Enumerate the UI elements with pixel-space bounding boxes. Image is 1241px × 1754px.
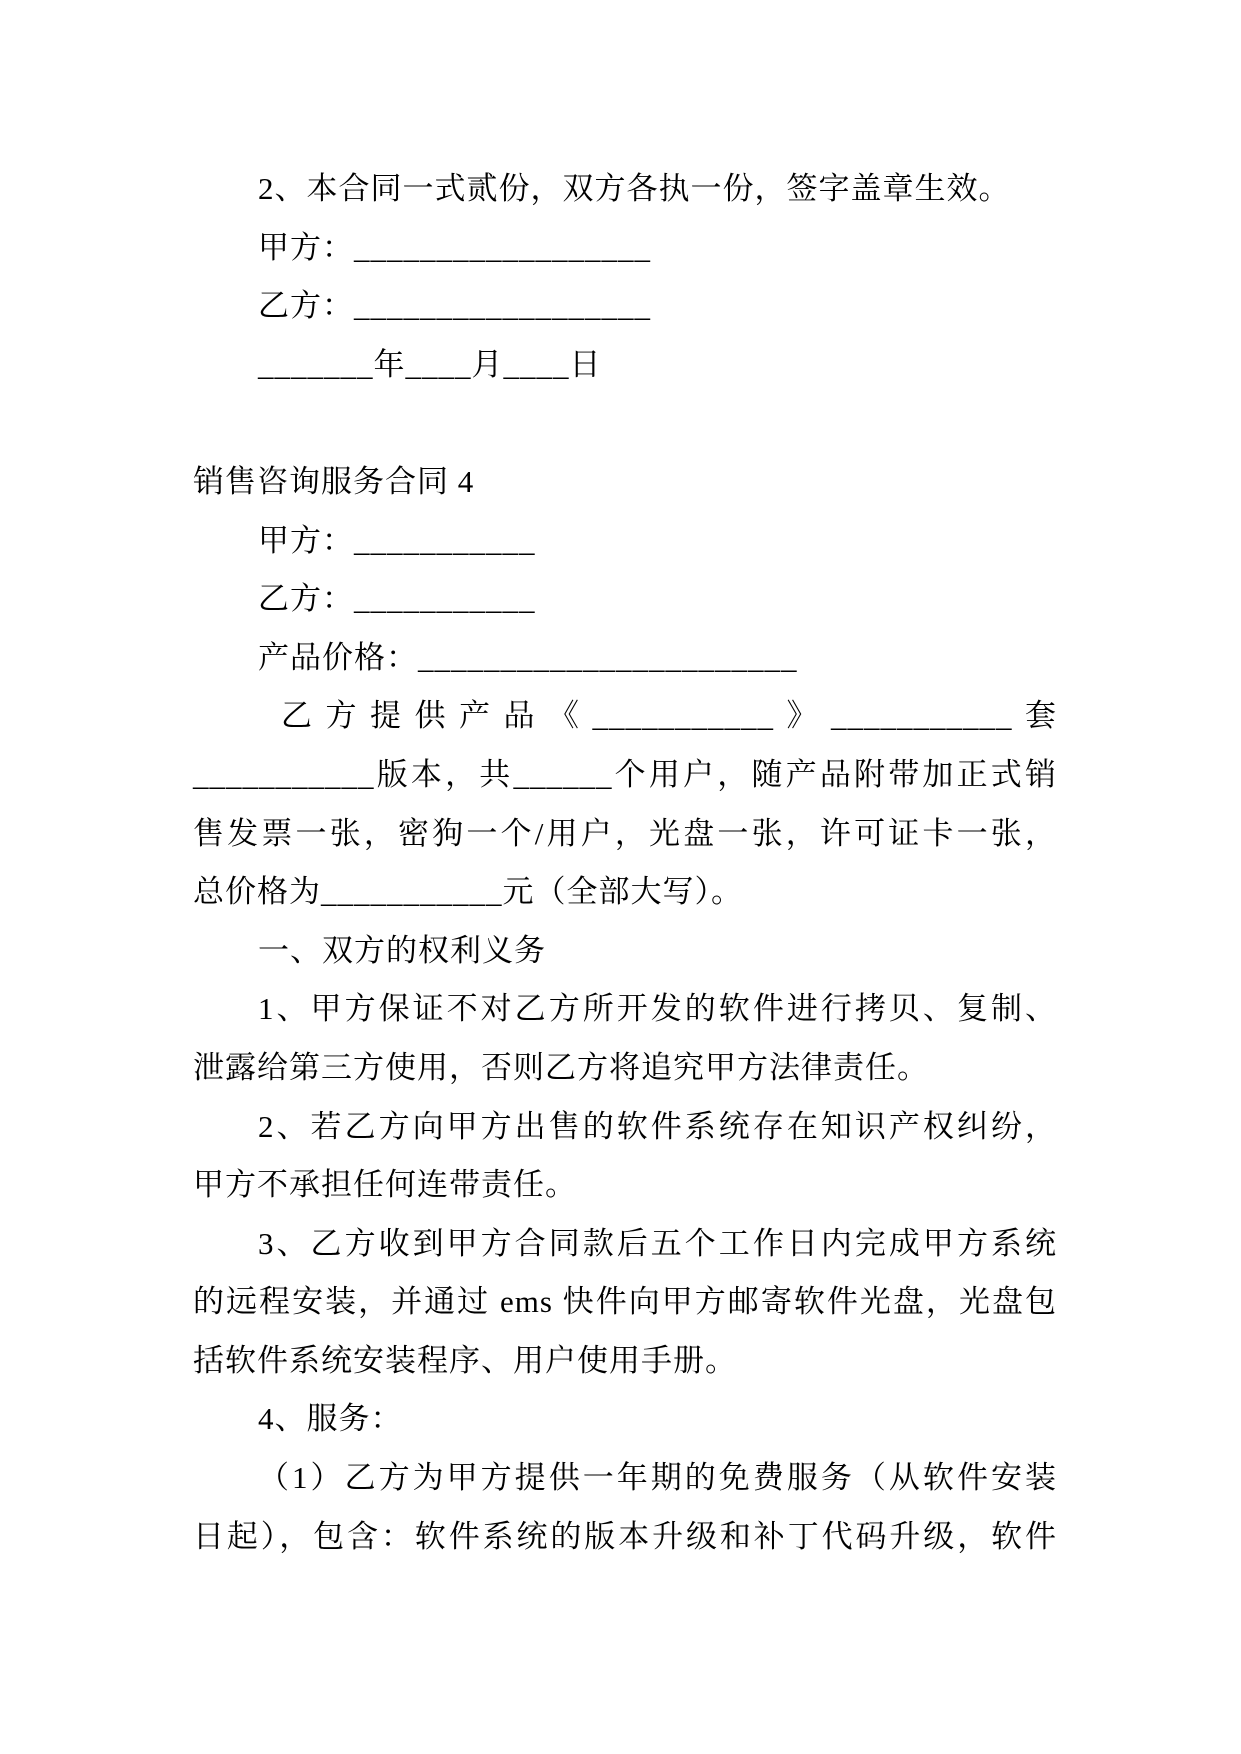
paragraph-line: 泄露给第三方使用，否则乙方将追究甲方法律责任。 (193, 1049, 929, 1085)
paragraph-line: 括软件系统安装程序、用户使用手册。 (193, 1342, 737, 1378)
clause-2-copies-effective: 2、本合同一式贰份，双方各执一份，签字盖章生效。 (258, 171, 1011, 206)
item-4-services-heading: 4、服务： (258, 1401, 403, 1437)
item-1-paragraph (193, 980, 1057, 1097)
party-b-signature-line: 乙方：__________________ (258, 288, 651, 324)
party-a-signature-line: 甲方：__________________ (258, 229, 651, 265)
paragraph-line: 2、若乙方向甲方出售的软件系统存在知识产权纠纷， (258, 1108, 1057, 1144)
document-page (193, 160, 1057, 1566)
contract-title: 销售咨询服务合同 4 (193, 463, 475, 499)
prior-contract-ending (193, 160, 1057, 394)
paragraph-line: ___________版本，共______个用户，随产品附带加正式销 (193, 756, 1057, 792)
item-4-1-paragraph (193, 1449, 1057, 1566)
paragraph-line: 1、甲方保证不对乙方所开发的软件进行拷贝、复制、 (258, 991, 1057, 1027)
paragraph-line: 总价格为___________元（全部大写）。 (193, 874, 743, 910)
paragraph-line: 的远程安装，并通过 ems 快件向甲方邮寄软件光盘，光盘包 (193, 1284, 1057, 1320)
section-heading-rights-obligations: 一、双方的权利义务 (258, 932, 546, 968)
paragraph-line: 售发票一张，密狗一个/用户，光盘一张，许可证卡一张， (193, 815, 1057, 851)
item-3-paragraph (193, 1215, 1057, 1391)
blank-line (193, 394, 1057, 453)
paragraph-line: 日起），包含：软件系统的版本升级和补丁代码升级，软件 (193, 1518, 1057, 1554)
paragraph-line: 乙方提供产品《___________》___________套 (281, 698, 1057, 734)
party-a-field: 甲方：___________ (258, 522, 536, 558)
signing-date-line: _______年____月____日 (258, 346, 602, 382)
party-b-field: 乙方：___________ (258, 581, 536, 617)
product-price-field: 产品价格：_______________________ (258, 639, 798, 675)
paragraph-line: 3、乙方收到甲方合同款后五个工作日内完成甲方系统 (258, 1225, 1057, 1261)
contract-4 (193, 453, 1057, 1566)
paragraph-line: （1）乙方为甲方提供一年期的免费服务（从软件安装 (258, 1460, 1057, 1496)
paragraph-line: 甲方不承担任何连带责任。 (193, 1167, 577, 1203)
item-2-paragraph (193, 1098, 1057, 1215)
product-terms-paragraph (193, 687, 1057, 921)
